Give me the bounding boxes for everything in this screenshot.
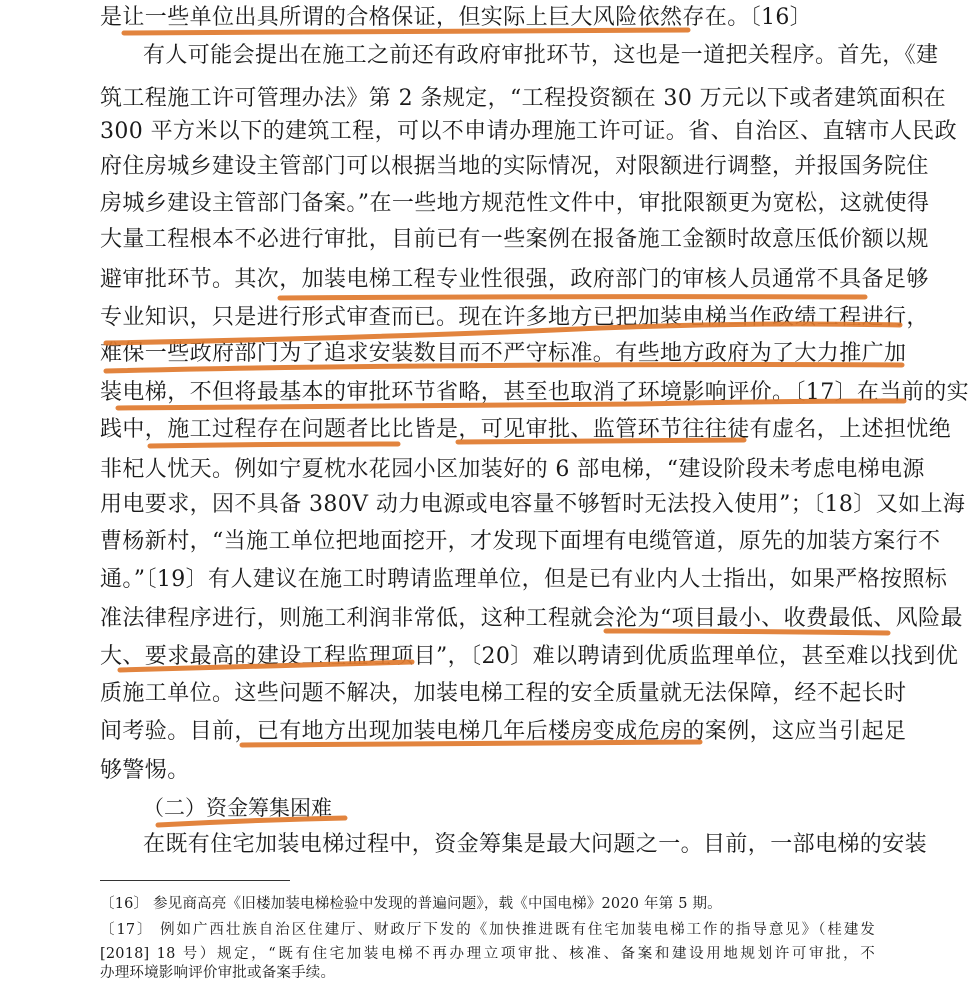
text-line-17: 准法律程序进行，则施工利润非常低，这种工程就会沦为“项目最小、收费最低、风险最 <box>100 606 963 631</box>
footnote-divider <box>100 880 290 881</box>
text-line-5: 府住房城乡建设主管部门可以根据当地的实际情况，对限额进行调整，并报国务院住 <box>100 154 929 179</box>
text-line-6: 房城乡建设主管部门备案。”在一些地方规范性文件中，审批限额更为宽松，这就使得 <box>100 191 930 216</box>
text-line-16: 通。”〔19〕有人建议在施工时聘请监理单位，但是已有业内人士指出，如果严格按照标 <box>100 567 948 592</box>
text-line-8: 避审批环节。其次，加装电梯工程专业性很强，政府部门的审核人员通常不具备足够 <box>100 267 929 292</box>
section-heading: （二）资金筹集困难 <box>143 796 332 820</box>
footnote-16: 〔16〕 参见商高亮《旧楼加装电梯检验中发现的普遍问题》，载《中国电梯》2020 年第 5 期。 <box>100 896 722 912</box>
footnote-17-line-1: 〔17〕 例如广西壮族自治区住建厅、财政厅下发的《加快推进既有住宅加装电梯工作的指导意见》（桂建发 <box>100 922 875 938</box>
text-line-3: 筑工程施工许可管理办法》第 2 条规定，“工程投资额在 30 万元以下或者建筑面积在 <box>100 86 947 111</box>
text-line-18: 大、要求最高的建设工程监理项目”，〔20〕难以聘请到优质监理单位，甚至难以找到优 <box>100 644 959 669</box>
text-line-2: 有人可能会提出在施工之前还有政府审批环节，这也是一道把关程序。首先，《建 <box>143 43 939 68</box>
text-line-19: 质施工单位。这些问题不解决，加装电梯工程的安全质量就无法保障，经不起长时 <box>100 681 907 706</box>
text-line-14: 用电要求，因不具备 380V 动力电源或电容量不够暂时无法投入使用”；〔18〕又如上海 <box>100 492 966 517</box>
text-line-4: 300 平方米以下的建筑工程，可以不申请办理施工许可证。省、自治区、直辖市人民政 <box>100 119 957 144</box>
text-line-9: 专业知识，只是进行形式审查而已。现在许多地方已把加装电梯当作政绩工程进行， <box>100 305 929 330</box>
text-line-7: 大量工程根本不必进行审批，目前已有一些案例在报备施工金额时故意压低价额以规 <box>100 227 929 252</box>
text-line-21: 够警惕。 <box>100 758 190 783</box>
text-line-10: 难保一些政府部门为了追求安装数目而不严守标准。有些地方政府为了大力推广加 <box>100 341 907 366</box>
text-line-13: 非杞人忧天。例如宁夏枕水花园小区加装好的 6 部电梯，“建设阶段未考虑电梯电源 <box>100 457 925 482</box>
text-line-20: 间考验。目前，已有地方出现加装电梯几年后楼房变成危房的案例，这应当引起足 <box>100 719 907 744</box>
highlight-stroke-6 <box>150 444 398 446</box>
highlight-stroke-2 <box>280 297 865 298</box>
text-line-15: 曹杨新村，“当施工单位把地面挖开，才发现下面埋有电缆管道，原先的加装方案行不 <box>100 529 941 554</box>
text-line-11: 装电梯，不但将最基本的审批环节省略，甚至也取消了环境影响评价。〔17〕在当前的实 <box>100 380 969 405</box>
footnote-17-line-3: 办理环境影响评价审批或备案手续。 <box>100 965 336 981</box>
text-line-12: 践中，施工过程存在问题者比比皆是，可见审批、监管环节往往徒有虚名，上述担忧绝 <box>100 417 952 442</box>
footnote-17-line-2: [2018] 18 号）规定，“既有住宅加装电梯不再办理立项审批、核准、备案和建设用地规划许可审批，不 <box>100 946 875 962</box>
text-line-22: 在既有住宅加装电梯过程中，资金筹集是最大问题之一。目前，一部电梯的安装 <box>143 832 928 857</box>
text-line-1: 是让一些单位出具所谓的合格保证，但实际上巨大风险依然存在。〔16〕 <box>100 5 813 30</box>
